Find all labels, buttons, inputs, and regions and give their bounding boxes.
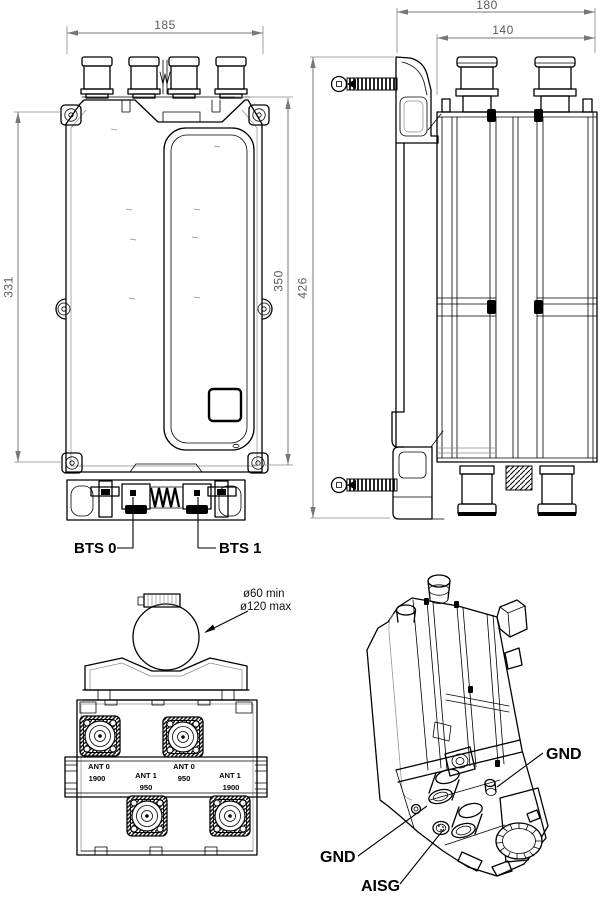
front-view bbox=[2, 18, 294, 557]
port-0-name: ANT 0 bbox=[88, 762, 110, 771]
dim-height-right: 350 bbox=[271, 270, 286, 292]
side-connectors bbox=[456, 57, 576, 516]
aisg-label: AISG bbox=[361, 878, 401, 895]
port-2-name: ANT 0 bbox=[173, 762, 195, 771]
pole-bracket bbox=[392, 57, 444, 519]
pole-max-label: ø120 max bbox=[240, 601, 292, 613]
dim-height-left: 331 bbox=[1, 276, 16, 298]
ant-port-labels bbox=[88, 762, 241, 792]
bottom-view bbox=[65, 588, 291, 855]
front-housing bbox=[66, 97, 262, 472]
port-1-band: 950 bbox=[139, 783, 153, 792]
port-3-band: 1900 bbox=[222, 783, 240, 792]
gnd-left-label: GND bbox=[320, 849, 356, 866]
dim-height-overall: 426 bbox=[295, 277, 310, 299]
spring bbox=[151, 488, 179, 507]
iso-view bbox=[320, 575, 582, 895]
port-3-name: ANT 1 bbox=[219, 771, 241, 780]
ant-connector bbox=[127, 796, 167, 836]
pole-circle bbox=[133, 604, 199, 670]
bts-callouts bbox=[74, 497, 262, 557]
clamp-rod-top bbox=[332, 77, 398, 92]
side-housing bbox=[437, 99, 597, 462]
bts1-label: BTS 1 bbox=[219, 540, 262, 557]
port-0-band: 1900 bbox=[88, 774, 106, 783]
ant-connector bbox=[163, 717, 203, 757]
bts1-anchor bbox=[194, 490, 200, 496]
port-2-band: 950 bbox=[177, 774, 191, 783]
dim-width-front: 185 bbox=[154, 18, 176, 32]
iso-callouts bbox=[320, 746, 582, 895]
clamp-rod-bottom bbox=[332, 478, 398, 493]
iso-wall-bracket bbox=[497, 600, 527, 669]
top-connectors bbox=[81, 57, 247, 98]
side-view bbox=[296, 0, 598, 519]
ant-connector bbox=[210, 796, 250, 836]
ant-connector bbox=[80, 716, 120, 756]
pole-diameter-note bbox=[204, 588, 291, 633]
iso-top-connectors bbox=[397, 575, 451, 622]
bts0-label: BTS 0 bbox=[74, 540, 117, 557]
dim-depth-overall: 180 bbox=[476, 0, 498, 12]
port-1-name: ANT 1 bbox=[135, 771, 157, 780]
label-plate bbox=[209, 389, 241, 421]
pole-min-label: ø60 min bbox=[243, 588, 285, 600]
pole-and-clamp bbox=[83, 594, 249, 700]
front-dimensions bbox=[2, 18, 294, 465]
side-dimensions bbox=[296, 0, 596, 518]
dim-depth-body: 140 bbox=[492, 23, 514, 37]
gnd-right-label: GND bbox=[546, 746, 582, 763]
bts0-anchor bbox=[130, 490, 136, 496]
